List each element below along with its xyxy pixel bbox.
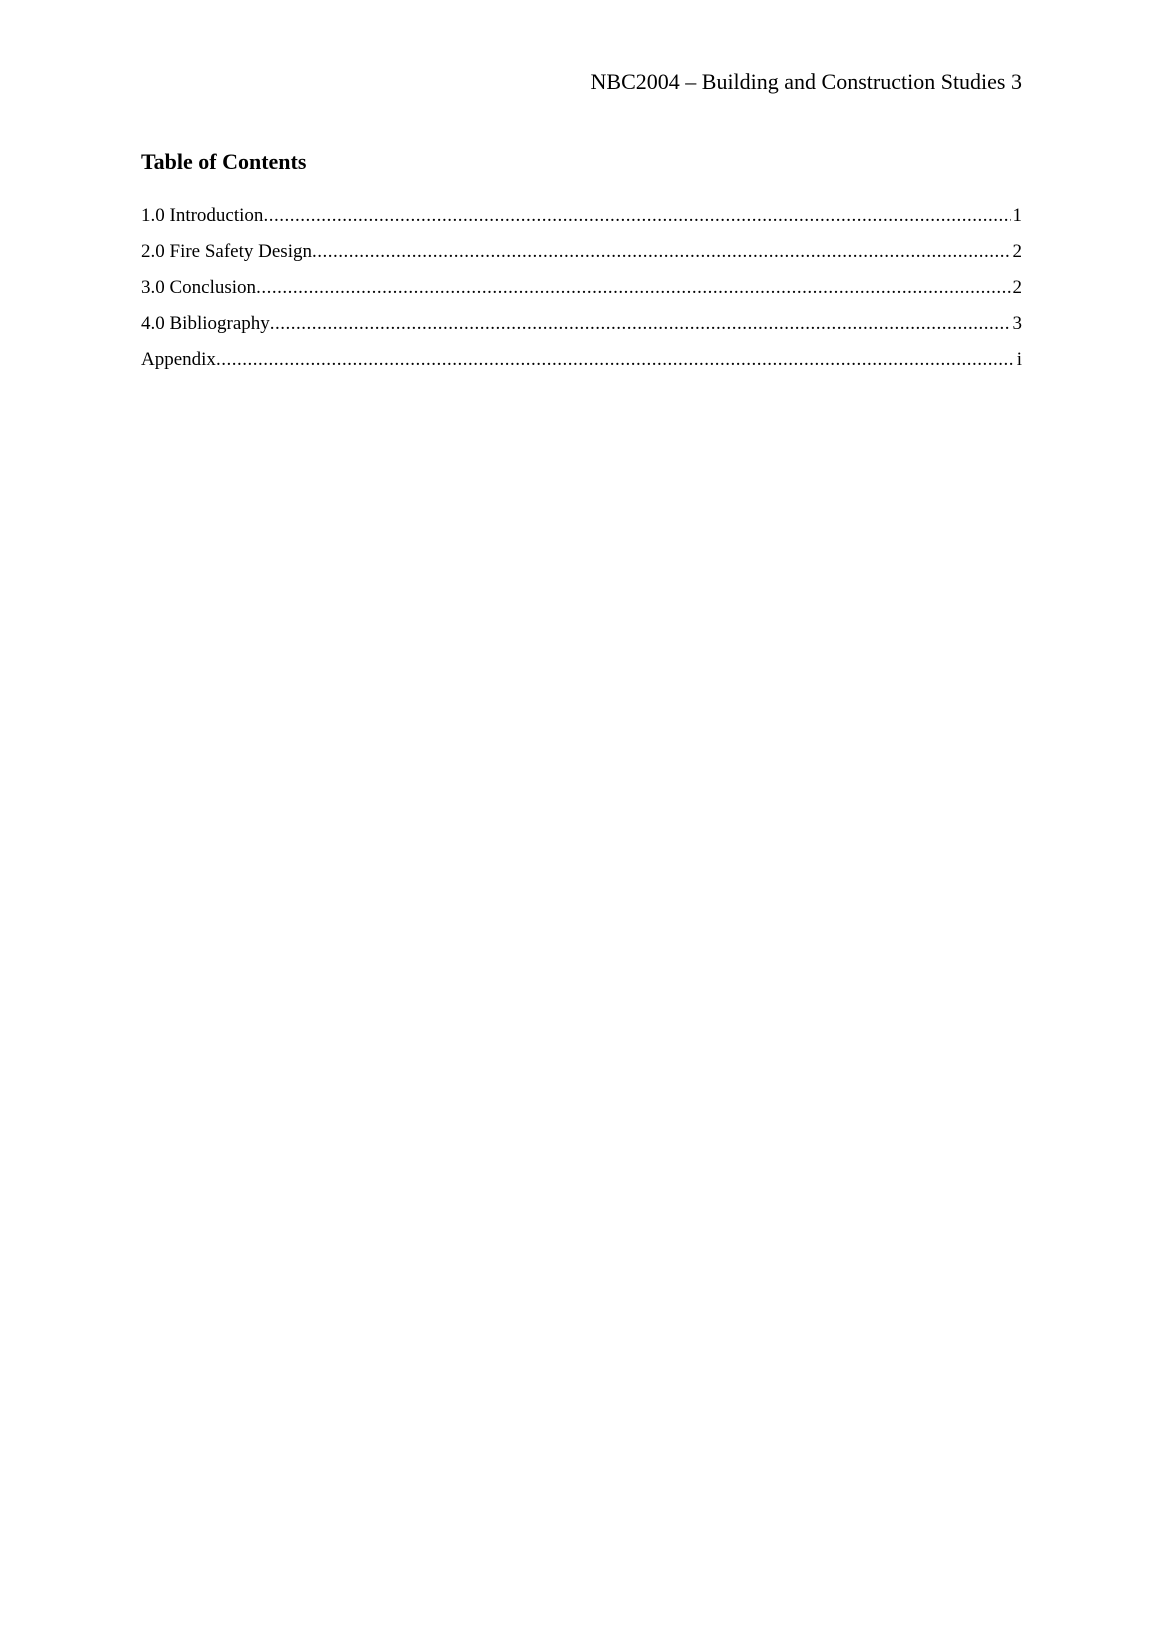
toc-entry-page: 1 xyxy=(1012,205,1022,226)
toc-entry-conclusion[interactable] xyxy=(141,276,1022,312)
toc-entry-appendix[interactable] xyxy=(141,348,1022,384)
toc-dot-leader xyxy=(312,240,1011,264)
page-header: NBC2004 – Building and Construction Studies 3 xyxy=(590,69,1022,94)
toc-entry-page: 2 xyxy=(1012,241,1022,262)
toc-entry-page: 2 xyxy=(1012,277,1022,298)
toc-entry-fire-safety-design[interactable] xyxy=(141,240,1022,276)
toc-entry-introduction[interactable] xyxy=(141,204,1022,240)
toc-dot-leader xyxy=(270,312,1011,336)
toc-list xyxy=(141,204,1022,384)
toc-entry-text: Appendix xyxy=(141,349,216,370)
toc-entry-text: 1.0 Introduction xyxy=(141,205,264,226)
toc-dot-leader xyxy=(263,204,1010,228)
toc-entry-bibliography[interactable] xyxy=(141,312,1022,348)
toc-title: Table of Contents xyxy=(141,149,307,174)
toc-dot-leader xyxy=(256,276,1010,300)
toc-entry-text: 3.0 Conclusion xyxy=(141,277,257,298)
toc-dot-leader xyxy=(216,348,1015,372)
toc-entry-text: 2.0 Fire Safety Design xyxy=(141,241,312,262)
toc-entry-text: 4.0 Bibliography xyxy=(141,313,270,334)
toc-entry-page: 3 xyxy=(1012,313,1022,334)
toc-entry-page: i xyxy=(1016,349,1022,370)
